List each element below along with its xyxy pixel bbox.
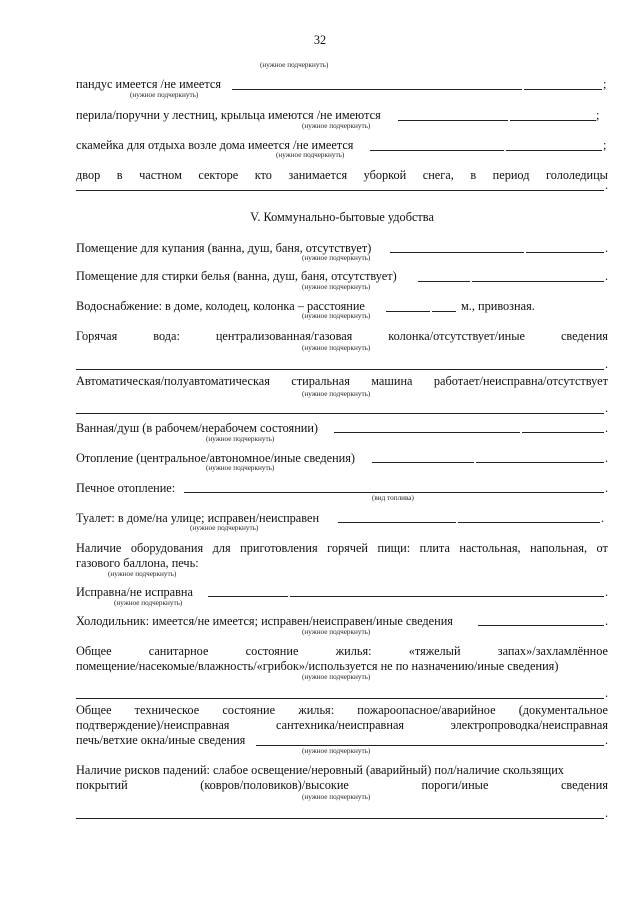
washing-machine-line: Автоматическая/полуавтоматическая стиральная машина работает/неисправна/отсутствует: [76, 374, 608, 388]
working-underline[interactable]: [208, 596, 288, 597]
fuel-type-hint: (вид топлива): [372, 494, 414, 502]
heating-underline-2[interactable]: [476, 462, 604, 463]
bath-shower-underline-2[interactable]: [522, 432, 604, 433]
field-hint: (нужное подчеркнуть): [302, 747, 371, 755]
stove-heating-label: Печное отопление:: [76, 481, 176, 495]
section-title: V. Коммунально-бытовые удобства: [250, 210, 434, 224]
cooking-line: Наличие оборудования для приготовления горячей пищи: плита настольная, напольная, от: [76, 541, 608, 555]
yard-underline[interactable]: [76, 190, 604, 191]
toilet-label: Туалет: в доме/на улице; исправен/неисправен: [76, 511, 320, 525]
washing-machine-underline[interactable]: [76, 413, 604, 414]
field-hint: (нужное подчеркнуть): [108, 570, 177, 578]
toilet-underline[interactable]: [338, 522, 456, 523]
field-hint: (нужное подчеркнуть): [302, 628, 371, 636]
field-hint: (нужное подчеркнуть): [302, 390, 371, 398]
bench-label: скамейка для отдыха возле дома имеется /не имеется: [76, 138, 354, 152]
field-hint: (нужное подчеркнуть): [302, 312, 371, 320]
water-supply-label: Водоснабжение: в доме, колодец, колонка – расстояние: [76, 299, 365, 313]
water-distance-input[interactable]: [386, 311, 430, 312]
water-supply-tail: м., привозная.: [461, 299, 535, 313]
fall-risks-underline[interactable]: [76, 818, 604, 819]
field-hint: (нужное подчеркнуть): [302, 673, 371, 681]
bathing-underline-2[interactable]: [526, 252, 604, 253]
field-hint: (нужное подчеркнуть): [260, 61, 329, 69]
ramp-label: пандус имеется /не имеется: [76, 77, 221, 91]
field-hint: (нужное подчеркнуть): [130, 91, 199, 99]
hot-water-underline[interactable]: [76, 369, 604, 370]
fridge-underline[interactable]: [478, 625, 604, 626]
working-underline-2[interactable]: [290, 596, 604, 597]
technical-line-3: печь/ветхие окна/иные сведения: [76, 733, 246, 747]
field-hint: (нужное подчеркнуть): [302, 344, 371, 352]
stove-heating-underline[interactable]: [184, 492, 604, 493]
field-hint: (нужное подчеркнуть): [302, 122, 371, 130]
hot-water-line: Горячая вода: централизованная/газовая колонка/отсутствует/иные сведения: [76, 329, 608, 343]
bench-underline[interactable]: [370, 150, 504, 151]
ramp-underline[interactable]: [232, 89, 522, 90]
fall-risks-line-2: покрытий (ковров/половиков)/высокие пороги/иные сведения: [76, 778, 608, 792]
toilet-underline-2[interactable]: [458, 522, 600, 523]
bench-underline-2[interactable]: [506, 150, 602, 151]
water-distance-input-2[interactable]: [432, 311, 456, 312]
page-number: 32: [313, 33, 327, 47]
document-page: 32 (нужное подчеркнуть) пандус имеется /не имеется ; (нужное подчеркнуть) перила/поручни у лестниц, крыльца имеются /не имеются ; (нужное подчеркнуть) скамейка для отдыха возле дома имеется /не имеется ; (нужное подчеркнуть) двор в частном секторе кто занимается уборкой снега, в период гололедицы . V. Коммунально-бытовые удобства Помещение для купания (ванна, душ, баня, отсутствует) . (нужное подчеркнуть) Помещение для стирки белья (ванна, душ, баня, отсутствует) . (нужное подчеркнуть) Водоснабжение: в доме, колодец, колонка – расстояние м., привозная. (нужное подчеркнуть) Горячая вода: централизованная/газовая колонка/отсутствует/иные сведения (нужное подчеркнуть) . Автоматическая/полуавтоматическая стиральная машина работает/неисправна/отсутствует (нужное подчеркнуть) . Ванная/душ (в рабочем/нерабочем состоянии) . (нужное подчеркнуть) Отопление (центральное/автономное/иные сведения) . (нужное подчеркнуть) Печное отопление: . (вид топлива) Туалет: в доме/на улице; исправен/неисправен . (нужное подчеркнуть) Наличие оборудования для приготовления горячей пищи: плита настольная, напольная, от газового баллона, печь: (нужное подчеркнуть) Исправна/не исправна . (нужное подчеркнуть) Холодильник: имеется/не имеется; исправен/неисправен/иные сведения . (нужное подчеркнуть) Общее санитарное состояние жилья: «тяжелый запах»/захламлённое помещение/насекомые/влажность/«грибок»/используется не по назначению/иные сведения) (нужное подчеркнуть) . Общее техническое состояние жилья: пожароопасное/аварийное (документальное подтверждение)/неисправная сантехника/неисправная электропроводка/неисправная печь/ветхие окна/иные сведения . (нужное подчеркнуть) Наличие рисков падений: слабое освещение/неровный (аварийный) пол/наличие скользящих покрытий (ковров/половиков)/высокие пороги/иные сведения (нужное подчеркнуть) .: [76, 33, 609, 820]
field-hint: (нужное подчеркнуть): [206, 464, 275, 472]
railings-underline[interactable]: [398, 120, 508, 121]
technical-line-2: подтверждение)/неисправная сантехника/неисправная электропроводка/неисправная: [76, 718, 608, 732]
fridge-label: Холодильник: имеется/не имеется; исправен/неисправен/иные сведения: [76, 614, 453, 628]
laundry-underline-2[interactable]: [472, 281, 604, 282]
working-label: Исправна/не исправна: [76, 585, 193, 599]
railings-underline-2[interactable]: [510, 120, 596, 121]
field-hint: (нужное подчеркнуть): [302, 793, 371, 801]
laundry-label: Помещение для стирки белья (ванна, душ, баня, отсутствует): [76, 269, 397, 283]
field-hint: (нужное подчеркнуть): [114, 599, 183, 607]
technical-underline[interactable]: [256, 745, 604, 746]
field-hint: (нужное подчеркнуть): [302, 254, 371, 262]
field-hint: (нужное подчеркнуть): [190, 524, 259, 532]
field-hint: (нужное подчеркнуть): [302, 283, 371, 291]
fall-risks-line: Наличие рисков падений: слабое освещение/неровный (аварийный) пол/наличие скользящих: [76, 763, 564, 777]
ramp-underline-2[interactable]: [524, 89, 602, 90]
sanitary-line: Общее санитарное состояние жилья: «тяжелый запах»/захламлённое: [76, 644, 608, 658]
bath-shower-underline[interactable]: [334, 432, 520, 433]
field-hint: (нужное подчеркнуть): [206, 435, 275, 443]
yard-line: двор в частном секторе кто занимается уборкой снега, в период гололедицы: [76, 168, 608, 182]
sanitary-line-2: помещение/насекомые/влажность/«грибок»/используется не по назначению/иные сведения): [76, 659, 559, 673]
technical-line: Общее техническое состояние жилья: пожароопасное/аварийное (документальное: [76, 703, 608, 717]
laundry-underline[interactable]: [418, 281, 470, 282]
bathing-label: Помещение для купания (ванна, душ, баня, отсутствует): [76, 241, 372, 255]
field-hint: (нужное подчеркнуть): [276, 151, 345, 159]
cooking-line-2: газового баллона, печь:: [76, 556, 199, 570]
sanitary-underline[interactable]: [76, 698, 604, 699]
railings-label: перила/поручни у лестниц, крыльца имеются /не имеются: [76, 108, 381, 122]
heating-underline[interactable]: [372, 462, 474, 463]
bath-shower-label: Ванная/душ (в рабочем/нерабочем состоянии): [76, 421, 319, 435]
heating-label: Отопление (центральное/автономное/иные сведения): [76, 451, 355, 465]
bathing-underline[interactable]: [390, 252, 524, 253]
